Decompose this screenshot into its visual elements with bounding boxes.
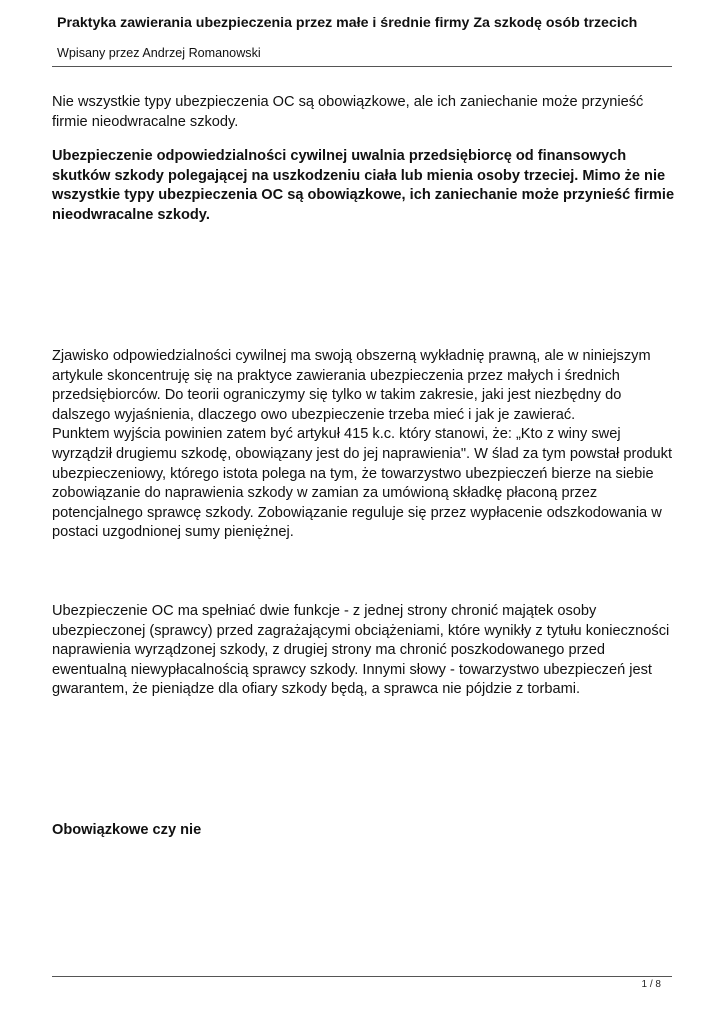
intro-paragraph: Nie wszystkie typy ubezpieczenia OC są obowiązkowe, ale ich zaniechanie może przynieść firmie nieodwracalne szkody. <box>52 94 644 130</box>
section-heading: Obowiązkowe czy nie <box>52 822 202 838</box>
document-title: Praktyka zawierania ubezpieczenia przez małe i średnie firmy Za szkodę osób trzecich <box>57 15 638 31</box>
lead-paragraph: Ubezpieczenie odpowiedzialności cywilnej uwalnia przedsiębiorcę od finansowych skutków szkody polegającej na uszkodzeniu ciała lub mienia osoby trzeciej. Mimo że nie wszystkie typy ubezpieczenia OC są obowiązkowe, ich zaniechanie może przynieść firmie nieodwracalne szkody. <box>52 148 675 223</box>
author-line: Wpisany przez Andrzej Romanowski <box>57 46 261 60</box>
header-divider <box>52 66 672 67</box>
body-paragraph-1-part-b: Punktem wyjścia powinien zatem być artykuł 415 k.c. który stanowi, że: „Kto z winy swej wyrządził drugiemu szkodę, obowiązany jest do jej naprawienia". W ślad za tym powstał produkt ubezpieczeniowy, którego istota polega na tym, że towarzystwo ubezpieczeń bierze na siebie zobowiązanie do naprawienia szkody w zamian za umówioną składkę płaconą przez potencjalnego sprawcę szkody. Zobowiązanie reguluje się przez wypłacenie odszkodowania w postaci uzgodnionej sumy pieniężnej. <box>52 426 673 541</box>
body-paragraph-1-part-a: Zjawisko odpowiedzialności cywilnej ma swoją obszerną wykładnię prawną, ale w niniejszym artykule skoncentruję się na praktyce zawierania ubezpieczenia przez małych i średnich przedsiębiorców. Do teorii ograniczymy się tylko w takim zakresie, jaki jest niezbędny do dalszego wyjaśnienia, dlaczego owo ubezpieczenie trzeba mieć i jak je zawierać. <box>52 348 651 423</box>
body-paragraph-2: Ubezpieczenie OC ma spełniać dwie funkcje - z jednej strony chronić majątek osoby ubezpieczonej (sprawcy) przed zagrażającymi obciążeniami, które wynikły z tytułu konieczności naprawienia wyrządzonej szkody, z drugiej strony ma chronić poszkodowanego przed ewentualną niewypłacalnością sprawcy szkody. Innymi słowy - towarzystwo ubezpieczeń jest gwarantem, że pieniądze dla ofiary szkody będą, a sprawca nie pójdzie z torbami. <box>52 603 670 698</box>
footer-divider <box>52 976 672 977</box>
body-paragraph-1 <box>52 347 677 543</box>
page-number: 1 / 8 <box>641 979 661 990</box>
